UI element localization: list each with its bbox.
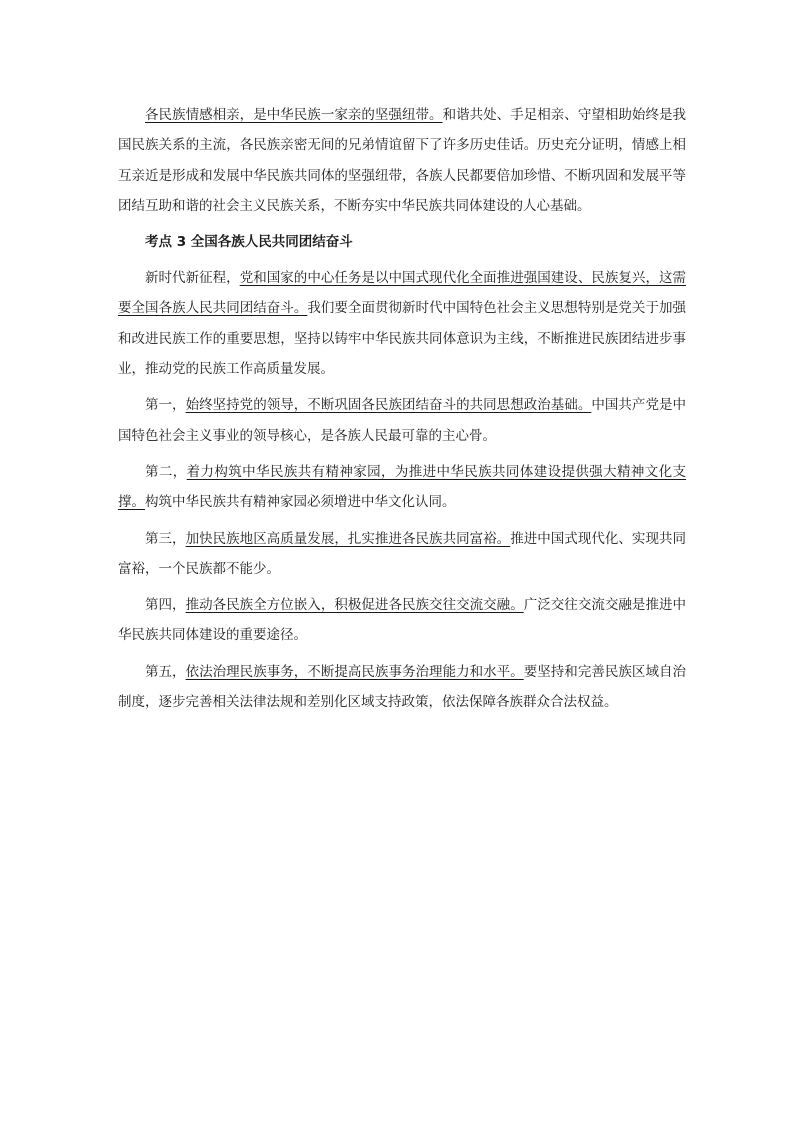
- underlined-key-point: 各民族情感相亲，是中华民族一家亲的坚强纽带。: [145, 107, 443, 123]
- underlined-key-point: 依法治理民族事务，不断提高民族事务治理能力和水平。: [185, 663, 524, 680]
- paragraph-lead: 新时代新征程，: [145, 270, 240, 287]
- paragraph-body: 我们要全面贯彻新时代中国特色社会主义思想特别是党关于加强和改进民族工作的重要思想，坚持以铸牢中华民族共同体意识为主线，不断推进民族团结进步事业，推动党的民族工作高质量发展。: [118, 300, 687, 378]
- paragraph-new-era: [118, 263, 686, 384]
- paragraph-point-3: [118, 524, 686, 585]
- paragraph-body: 构筑中华民族共有精神家园必须增进中华文化认同。: [145, 494, 456, 511]
- underlined-key-point: 着力构筑中华民族共有精神家园，为推进中华民族共同体建设提供强大精神文化支撑。: [118, 463, 687, 511]
- paragraph-ethnic-emotions: [118, 100, 686, 221]
- section-heading: 考点 3 全国各族人民共同团结奋斗: [145, 234, 353, 251]
- paragraph-point-4: [118, 590, 686, 651]
- underlined-key-point: 加快民族地区高质量发展，扎实推进各民族共同富裕。: [185, 530, 511, 547]
- paragraph-lead: 第一，: [145, 397, 186, 414]
- paragraph-body: 推进中国式现代化、实现共同富裕，一个民族都不能少。: [118, 530, 687, 577]
- underlined-key-point: 始终坚持党的领导，不断巩固各民族团结奋斗的共同思想政治基础。: [185, 397, 592, 414]
- paragraph-body: 广泛交往交流交融是推进中华民族共同体建设的重要途径。: [118, 597, 687, 644]
- paragraph-lead: 第二，: [145, 463, 187, 480]
- document-content: [118, 100, 686, 717]
- paragraph-lead: 第四，: [145, 597, 186, 614]
- paragraph-point-5: [118, 657, 686, 718]
- paragraph-body: 中国共产党是中国特色社会主义事业的领导核心，是各族人民最可靠的主心骨。: [118, 397, 687, 444]
- paragraph-body: 要坚持和完善民族区域自治制度，逐步完善相关法律法规和差别化区域支持政策，依法保障各族群众合法权益。: [118, 663, 687, 711]
- paragraph-point-2: [118, 457, 686, 518]
- underlined-key-point: 推动各民族全方位嵌入，积极促进各民族交往交流交融。: [185, 597, 524, 614]
- paragraph-point-1: [118, 390, 686, 451]
- paragraph-body: 和谐共处、手足相亲、守望相助始终是我国民族关系的主流，各民族亲密无间的兄弟情谊留下了许多历史佳话。历史充分证明，情感上相互亲近是形成和发展中华民族共同体的坚强纽带，各族人民都要倍加珍惜、不断巩固和发展平等团结互助和谐的社会主义民族关系，不断夯实中华民族共同体建设的人心基础。: [118, 107, 687, 214]
- paragraph-lead: 第三，: [145, 530, 186, 547]
- paragraph-lead: 第五，: [145, 663, 186, 680]
- underlined-key-point: 党和国家的中心任务是以中国式现代化全面推进强国建设、民族复兴，这需要全国各族人民共同团结奋斗。: [118, 270, 687, 317]
